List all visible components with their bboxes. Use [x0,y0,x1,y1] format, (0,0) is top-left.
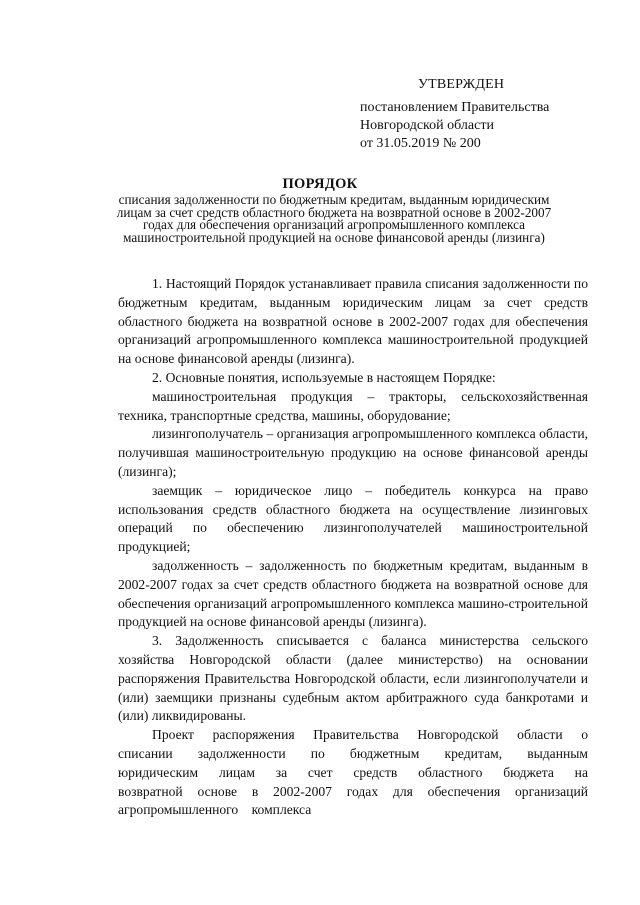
paragraph-definition-borrower: заемщик – юридическое лицо – победитель конкурса на право использования средств областного бюджета на осуществление лизинговых операций по обеспечению лизингополучателей машиностроительной продукцией; [118,482,588,555]
document-subtitle: списания задолженности по бюджетным кредитам, выданным юридическим лицам за счет средств областного бюджета на возвратной основе в 2002-2007 годах для обеспечения организаций агропромышленного комплекса машиностроительной продукцией на основе финансовой аренды (лизинга) [116,192,552,245]
paragraph-definition-machinery: машиностроительная продукция – тракторы, сельскохозяйственная техника, транспортные средства, машины, оборудование; [118,388,588,423]
approval-line-3: от 31.05.2019 № 200 [360,136,481,151]
paragraph-definition-lessee: лизингополучатель – организация агропромышленного комплекса области, получившая машиностроительную продукцию на основе финансовой аренды (лизинга); [118,426,588,479]
paragraph-3: 3. Задолженность списывается с баланса министерства сельского хозяйства Новгородской области (далее министерство) на основании распоряжения Правительства Новгородской области, если лизингополучатели и (или) заемщики признаны судебным актом арбитражного суда банкротами и (или) ликвидированы. [118,633,588,724]
document-title: ПОРЯДОК [282,176,358,192]
approval-line-1: постановлением Правительства [360,100,550,115]
paragraph-2: 2. Основные понятия, используемые в настоящем Порядке: [152,369,496,385]
approval-line-2: Новгородской области [360,118,494,133]
paragraph-project: Проект распоряжения Правительства Новгородской области о списании задолженности по бюджетным кредитам, выданным юридическим лицам за счет средств областного бюджета на возвратной основе в 2002-2007 годах для обеспечения организаций агропромышленного комплекса [118,727,588,818]
paragraph-definition-debt: задолженность – задолженность по бюджетным кредитам, выданным в 2002-2007 годах за счет средств областного бюджета на возвратной основе для обеспечения организаций агропромышленного комплекса машино-строительной продукцией на основе финансовой аренды (лизинга). [118,557,588,630]
approval-title: УТВЕРЖДЕН [418,77,505,92]
paragraph-1: 1. Настоящий Порядок устанавливает правила списания задолженности по бюджетным кредитам, выданным юридическим лицам за счет средств областного бюджета на возвратной основе в 2002-2007 годах для обеспечения организаций агропромышленного комплекса машиностроительной продукцией на основе финансовой аренды (лизинга). [118,276,588,367]
approval-block [360,76,620,153]
document-body [118,275,588,820]
